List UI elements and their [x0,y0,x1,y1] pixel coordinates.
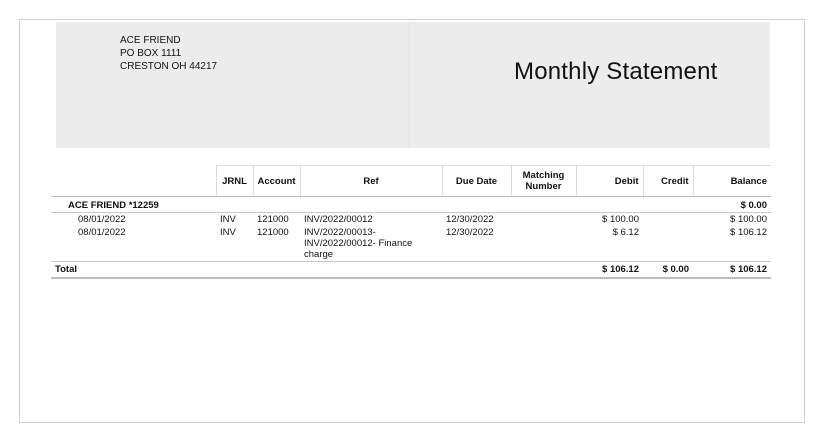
table-row [51,213,771,227]
column-header-balance: Balance [693,166,771,197]
row-balance: $ 100.00 [693,213,771,227]
customer-group-label: ACE FRIEND *12259 [68,200,159,211]
address-line-street: PO BOX 1111 [120,48,182,59]
column-header-matching-number: Matching Number [511,166,576,197]
address-line-city: CRESTON OH 44217 [120,61,218,72]
statement-page [19,19,805,423]
column-header-jrnl: JRNL [216,166,253,197]
total-label: Total [51,262,216,279]
address-line-name: ACE FRIEND [120,35,181,46]
row-account: 121000 [253,213,300,227]
header-divider [408,22,409,148]
statement-table [51,165,771,279]
total-debit: $ 106.12 [576,262,643,279]
row-date: 08/01/2022 [51,213,216,227]
row-date: 08/01/2022 [78,227,126,238]
column-header-ref: Ref [300,166,442,197]
row-debit: $ 6.12 [612,227,639,238]
total-balance: $ 106.12 [693,262,771,279]
row-jrnl: INV [216,213,253,227]
total-credit: $ 0.00 [643,262,693,279]
total-row [51,262,771,279]
table-header-row [51,166,771,197]
row-matching-number [511,226,576,262]
column-header-credit: Credit [643,166,693,197]
column-header-account: Account [253,166,300,197]
table-row [51,226,771,262]
customer-group-balance: $ 0.00 [740,200,767,211]
row-due-date: 12/30/2022 [446,227,494,238]
row-due-date: 12/30/2022 [442,213,511,227]
row-debit: $ 100.00 [576,213,643,227]
statement-header [56,22,770,148]
row-balance: $ 106.12 [730,227,767,238]
row-account: 121000 [257,227,289,238]
column-header-due-date: Due Date [442,166,511,197]
row-matching-number [511,213,576,227]
customer-address [120,34,217,73]
row-jrnl: INV [220,227,236,238]
row-ref: INV/2022/00013- INV/2022/00012- Finance charge [304,227,413,260]
row-credit [643,226,693,262]
header-blank [51,166,216,197]
column-header-debit: Debit [576,166,643,197]
row-credit [643,213,693,227]
row-ref: INV/2022/00012 [300,213,442,227]
document-title: Monthly Statement [514,58,718,85]
customer-group-row [51,197,771,213]
